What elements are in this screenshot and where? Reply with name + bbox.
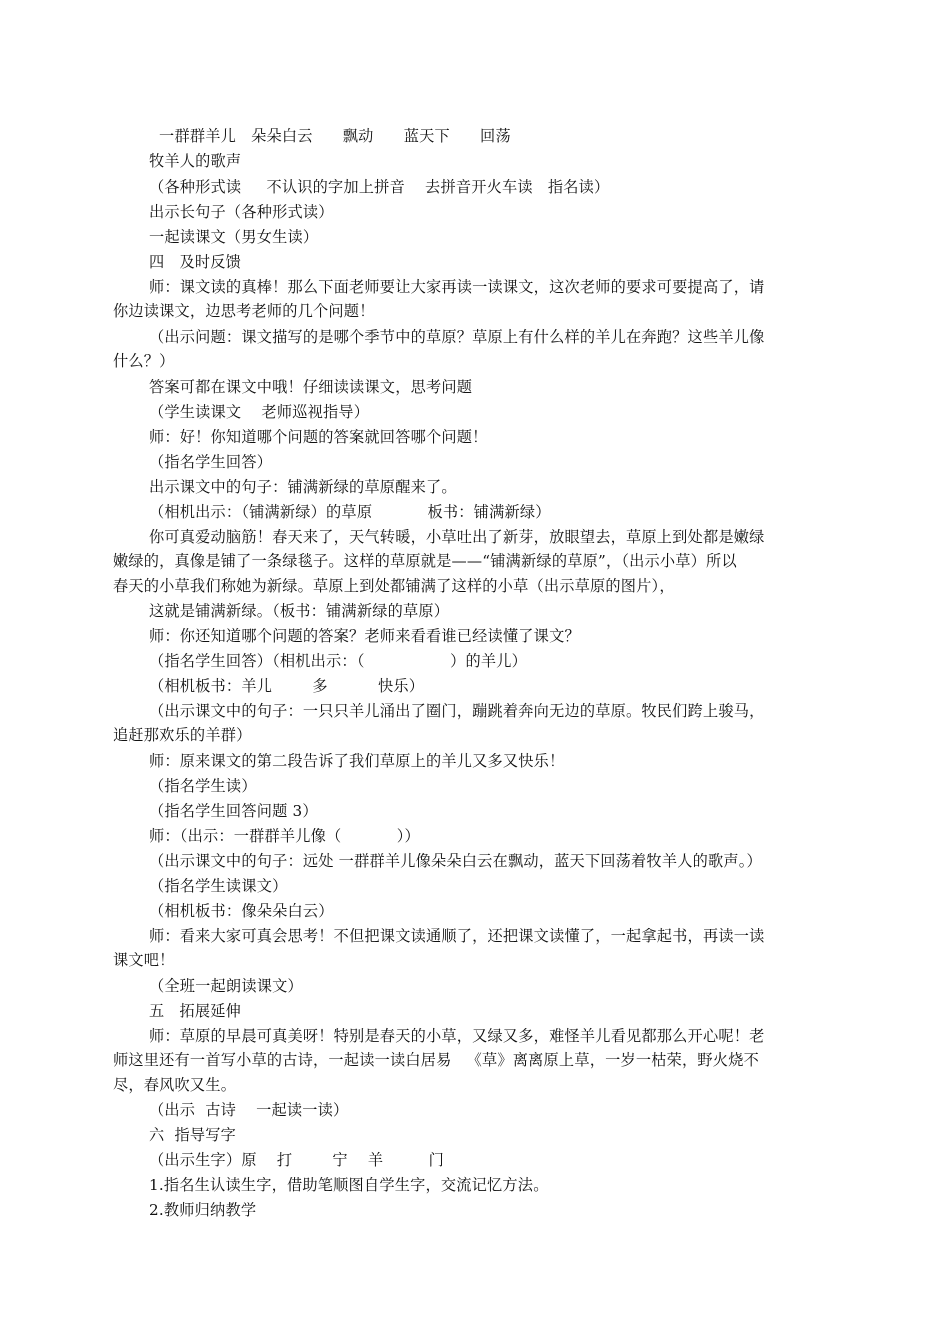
text-line: （指名学生回答）（相机出示：（ ）的羊儿） [149, 652, 528, 670]
text-line: （各种形式读 不认识的字加上拼音 去拼音开火车读 指名读） [149, 178, 610, 196]
text-line: 师：草原的早晨可真美呀！特别是春天的小草，又绿又多，难怪羊儿看见都那么开心呢！老 [149, 1027, 765, 1045]
text-line: （相机出示：（铺满新绿）的草原 板书：铺满新绿） [149, 503, 551, 521]
text-line: 出示长句子（各种形式读） [149, 203, 334, 221]
section-heading: 六 指导写字 [149, 1126, 236, 1144]
text-line: 1.指名生认读生字，借助笔顺图自学生字，交流记忆方法。 [149, 1176, 549, 1194]
text-line: 师这里还有一首写小草的古诗，一起读一读白居易 《草》离离原上草，一岁一枯荣，野火烧不 [113, 1051, 759, 1069]
text-line: 师：好！你知道哪个问题的答案就回答哪个问题！ [149, 428, 488, 446]
text-line: 师：原来课文的第二段告诉了我们草原上的羊儿又多又快乐！ [149, 752, 565, 770]
text-line: 师：你还知道哪个问题的答案？老师来看看谁已经读懂了课文？ [149, 627, 580, 645]
section-heading: 四 及时反馈 [149, 253, 242, 271]
text-line: （全班一起朗读课文） [149, 977, 303, 995]
text-line: 师：看来大家可真会思考！不但把课文读通顺了，还把课文读懂了，一起拿起书，再读一读 [149, 927, 765, 945]
text-line: （相机板书：羊儿 多 快乐） [149, 677, 425, 695]
text-line: 2.教师归纳教学 [149, 1201, 257, 1219]
text-line: 你边读课文，边思考老师的几个问题！ [113, 302, 375, 320]
text-line: （相机板书：像朵朵白云） [149, 902, 334, 920]
text-line: 春天的小草我们称她为新绿。草原上到处都铺满了这样的小草（出示草原的图片）， [113, 577, 675, 595]
text-line: 师：（出示：一群群羊儿像（ ）） [149, 827, 420, 845]
text-line: 出示课文中的句子：铺满新绿的草原醒来了。 [149, 478, 457, 496]
text-line: （指名学生读） [149, 777, 257, 795]
text-line: （指名学生读课文） [149, 877, 288, 895]
text-line: 你可真爱动脑筋！春天来了，天气转暖，小草吐出了新芽，放眼望去，草原上到处都是嫩绿 [149, 528, 765, 546]
section-heading: 五 拓展延伸 [149, 1002, 242, 1020]
text-line: （学生读课文 老师巡视指导） [149, 403, 370, 421]
text-line: （出示 古诗 一起读一读） [149, 1101, 349, 1119]
text-line: 一起读课文（男女生读） [149, 228, 319, 246]
text-line: 牧羊人的歌声 [149, 152, 242, 170]
text-line: （出示课文中的句子：一只只羊儿涌出了圈门，蹦跳着奔向无边的草原。牧民们跨上骏马， [149, 702, 765, 720]
text-line: 这就是铺满新绿。（板书：铺满新绿的草原） [149, 602, 450, 620]
text-line: 一群群羊儿 朵朵白云 飘动 蓝天下 回荡 [149, 127, 511, 145]
text-line: 答案可都在课文中哦！仔细读读课文，思考问题 [149, 378, 473, 396]
text-line: 课文吧！ [113, 951, 175, 969]
text-line: 追赶那欢乐的羊群） [113, 726, 252, 744]
text-line: （出示课文中的句子：远处 一群群羊儿像朵朵白云在飘动，蓝天下回荡着牧羊人的歌声。） [149, 852, 762, 870]
text-line: 什么？） [113, 352, 175, 370]
text-line: （指名学生回答） [149, 453, 273, 471]
text-line: 尽，春风吹又生。 [113, 1076, 237, 1094]
text-line: （出示生字）原 打 宁 羊 门 [149, 1151, 444, 1169]
text-line: 师：课文读的真棒！那么下面老师要让大家再读一读课文，这次老师的要求可要提高了，请 [149, 278, 765, 296]
text-line: 嫩绿的，真像是铺了一条绿毯子。这样的草原就是——“铺满新绿的草原”，（出示小草）所以 [113, 552, 737, 570]
text-line: （出示问题：课文描写的是哪个季节中的草原？草原上有什么样的羊儿在奔跑？这些羊儿像 [149, 328, 765, 346]
text-line: （指名学生回答问题 3） [149, 802, 318, 820]
